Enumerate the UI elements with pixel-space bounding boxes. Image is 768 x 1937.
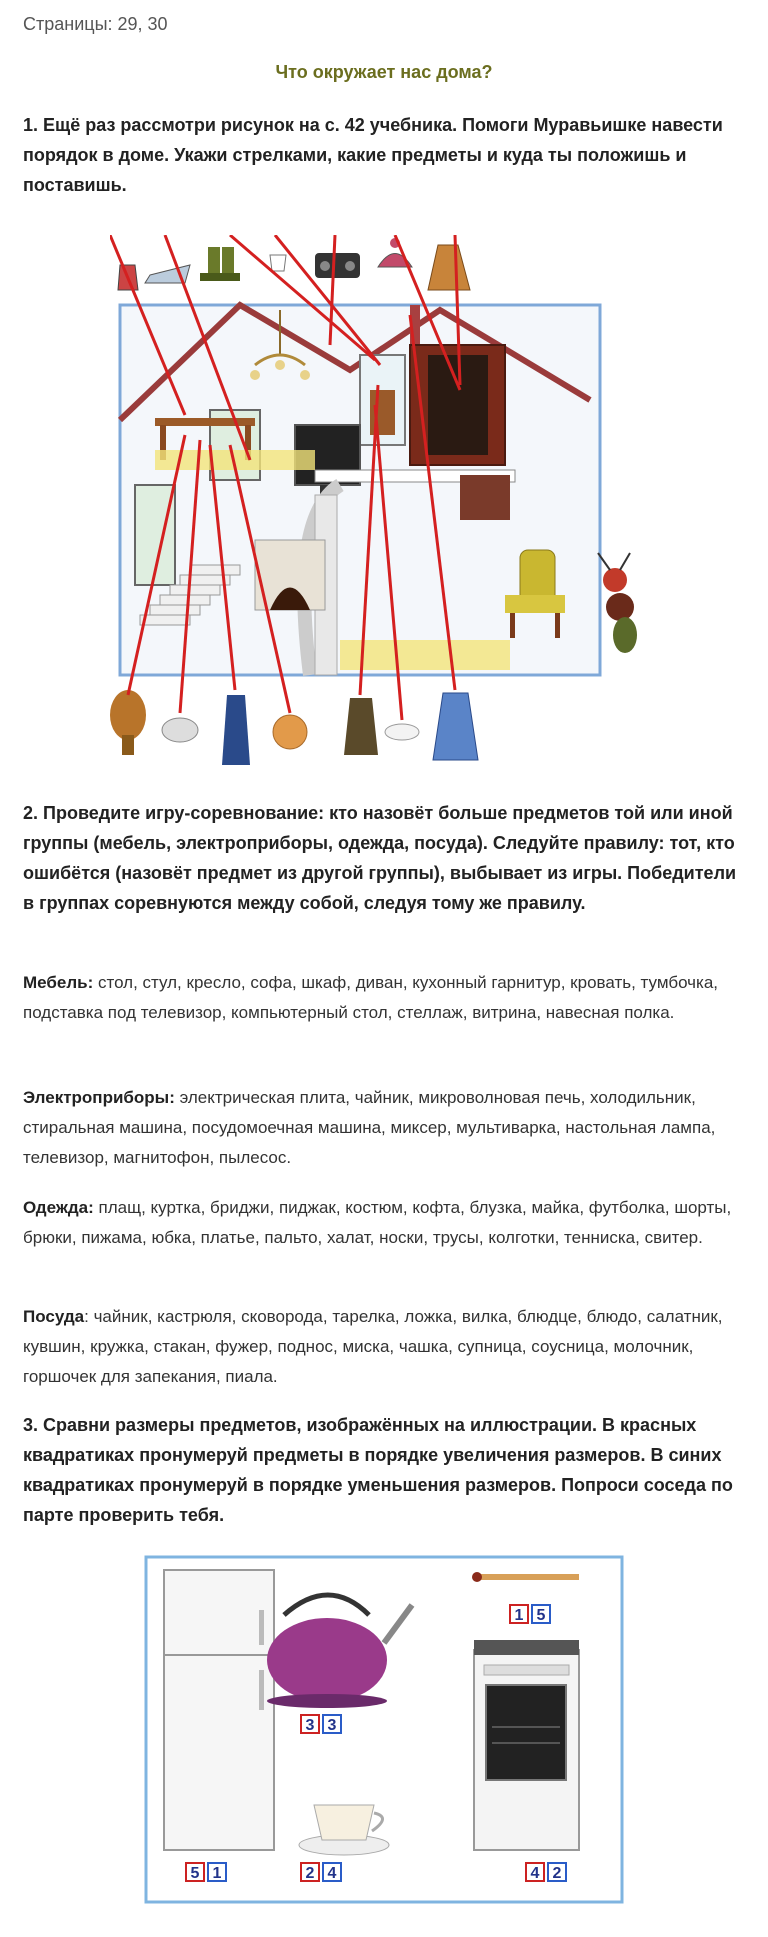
category-items: : чайник, кастрюля, сковорода, тарелка, ложка, вилка, блюдце, блюдо, салатник, кувшин, кружка, стакан, фужер, поднос, миска, чашка, супница, соусница, молочник, горшочек для запекания, пиала. [23, 1307, 723, 1386]
cup-icon [270, 255, 286, 271]
cup-red-number: 2 [305, 1865, 315, 1882]
fridge-red-number: 5 [190, 1865, 200, 1882]
cup-blue-number: 4 [327, 1865, 337, 1882]
stove-red-number: 4 [530, 1865, 540, 1882]
match-blue-number: 5 [536, 1607, 546, 1624]
category-label: Мебель: [23, 973, 94, 992]
fridge-blue-number: 1 [212, 1865, 222, 1882]
boots-icon [200, 247, 240, 281]
task-1-text: 1. Ещё раз рассмотри рисунок на с. 42 учебника. Помоги Муравьишке навести порядок в доме. Укажи стрелками, какие предметы и куда ты положишь и поставишь. [23, 115, 723, 195]
jacket-icon [344, 698, 378, 755]
category-dishes [23, 1302, 745, 1392]
category-appliances [23, 1083, 745, 1173]
match-red-number: 1 [514, 1607, 524, 1624]
radio-icon [315, 253, 360, 278]
kettle-red-number: 3 [305, 1717, 315, 1734]
category-label: Одежда: [23, 1198, 94, 1217]
coat-icon [428, 245, 470, 290]
category-items: стол, стул, кресло, софа, шкаф, диван, кухонный гарнитур, кровать, тумбочка, подставка под телевизор, компьютерный стол, стеллаж, витрина, навесная полка. [23, 973, 718, 1022]
task-2-text: 2. Проведите игру-соревнование: кто назовёт больше предметов той или иной группы (мебель, электроприборы, одежда, посуда). Следуйте правилу: тот, кто ошибётся (назовёт предмет из другой группы), выбывает из игры. Победители в группах соревнуются между собой, следуя тому же правилу. [23, 803, 737, 913]
robe-icon [433, 693, 478, 760]
ant-character [598, 553, 637, 653]
task-3-text: 3. Сравни размеры предметов, изображённых на иллюстрации. В красных квадратиках пронумеруй предметы в порядке увеличения размеров. В синих квадратиках пронумеруй в порядке уменьшения размеров. Попроси соседа по парте проверить тебя. [23, 1415, 733, 1525]
teapot-icon [162, 718, 198, 742]
skirt-icon [222, 695, 250, 765]
kettle-small-icon [273, 715, 307, 749]
kettle-blue-number: 3 [327, 1717, 337, 1734]
chair [370, 390, 395, 435]
samovar-icon [110, 690, 146, 755]
fridge-icon [164, 1570, 274, 1850]
category-furniture [23, 968, 745, 1028]
cabinet [460, 475, 510, 520]
category-items: электрическая плита, чайник, микроволновая печь, холодильник, стиральная машина, посудомоечная машина, миксер, мультиварка, настольная лампа, телевизор, магнитофон, пылесос. [23, 1088, 716, 1167]
page-title: Что окружает нас дома? [275, 62, 493, 82]
category-clothes [23, 1193, 745, 1253]
stove-blue-number: 2 [552, 1865, 562, 1882]
plate-icon [385, 724, 419, 740]
category-label: Электроприборы: [23, 1088, 175, 1107]
stove-icon [474, 1640, 579, 1850]
category-label: Посуда [23, 1307, 85, 1326]
pages-reference: Страницы: 29, 30 [23, 14, 168, 34]
category-items: плащ, куртка, бриджи, пиджак, костюм, кофта, блузка, майка, футболка, шорты, брюки, пижама, юбка, платье, пальто, халат, носки, трусы, колготки, тенниска, свитер. [23, 1198, 732, 1247]
size-illustration [144, 1555, 624, 1910]
house-illustration [110, 235, 670, 780]
